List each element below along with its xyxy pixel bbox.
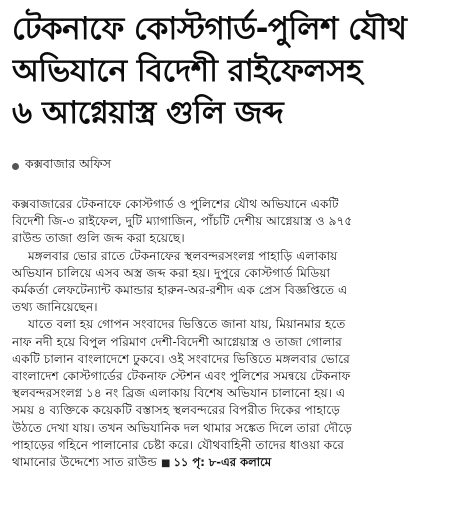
text-line: সময় ৪ ব্যক্তিকে কয়েকটি বস্তাসহ স্থলবন্দরের বিপরীত দিকের পাহাড়ে xyxy=(12,403,341,418)
bullet-icon xyxy=(12,163,19,170)
jump-arrow-icon: ■ xyxy=(161,458,171,470)
paragraph xyxy=(12,316,449,472)
headline xyxy=(12,8,449,134)
text-line: রাউন্ড তাজা গুলি জব্দ করা হয়েছে। xyxy=(12,231,185,246)
headline-line: টেকনাফে কোস্টগার্ড-পুলিশ যৌথ xyxy=(12,11,407,47)
text-line: কর্মকর্তা লেফটেন্যান্ট কমান্ডার হারুন-অর-রশীদ এক প্রেস বিজ্ঞপ্তিতে এ xyxy=(12,283,348,298)
byline xyxy=(12,156,449,176)
text-line: স্থলবন্দরসংলগ্ন ১৪ নং ব্রিজ এলাকায় বিশেষ অভিযান চালানো হয়। এ xyxy=(12,386,346,401)
text-line: নাফ নদী হয়ে বিপুল পরিমাণ দেশী-বিদেশী আগ্নেয়াস্ত্র ও তাজা গোলার xyxy=(12,334,342,349)
text-line: বাংলাদেশ কোস্টগার্ডের টেকনাফ স্টেশন এবং পুলিশের সমন্বয়ে টেকনাফ xyxy=(12,369,351,384)
text-line: মঙ্গলবার ভোর রাতে টেকনাফের স্থলবন্দরসংলগ্ন পাহাড়ি এলাকায় xyxy=(28,248,338,263)
text-line: কক্সবাজারের টেকনাফে কোস্টগার্ড ও পুলিশের যৌথ অভিযানে একটি xyxy=(12,197,339,211)
continuation-line xyxy=(12,454,449,472)
text-line: যাতে বলা হয় গোপন সংবাদের ভিত্তিতে জানা যায়, মিয়ানমার হতে xyxy=(28,317,346,332)
text-line: পাহাড়ের গহিনে পালানোর চেষ্টা করে। যৌথবাহিনী তাদের ধাওয়া করে xyxy=(12,437,344,452)
paragraph xyxy=(12,248,449,317)
article-body xyxy=(12,196,449,472)
text-line: বিদেশী জি-৩ রাইফেল, দুটি ম্যাগাজিন, পাঁচটি দেশীয় আগ্নেয়াস্ত্র ও ৯৭৫ xyxy=(12,214,353,229)
text-line: তথ্য জানিয়েছেন। xyxy=(12,300,98,315)
paragraph xyxy=(12,196,449,248)
continued-on-reference: ১১ পৃ: ৮-এর কলামে xyxy=(173,455,272,470)
text-line: একটি চালান বাংলাদেশে ঢুকবে। ওই সংবাদের ভিত্তিতে মঙ্গলবার ভোরে xyxy=(12,351,350,366)
byline-text: কক্সবাজার অফিস xyxy=(25,156,111,171)
headline-line: ৬ আগ্নেয়াস্ত্র গুলি জব্দ xyxy=(12,95,284,131)
text-line: উঠতে দেখা যায়। তখন অভিযানিক দল থামার সঙ্কেত দিলে তারা দৌড়ে xyxy=(12,420,353,435)
headline-line: অভিযানে বিদেশী রাইফেলসহ xyxy=(12,53,362,89)
text-line: অভিযান চালিয়ে এসব অস্ত্র জব্দ করা হয়। দুপুরে কোস্টগার্ড মিডিয়া xyxy=(12,265,331,280)
text-line: থামানোর উদ্দেশ্যে সাত রাউন্ড xyxy=(12,455,158,470)
